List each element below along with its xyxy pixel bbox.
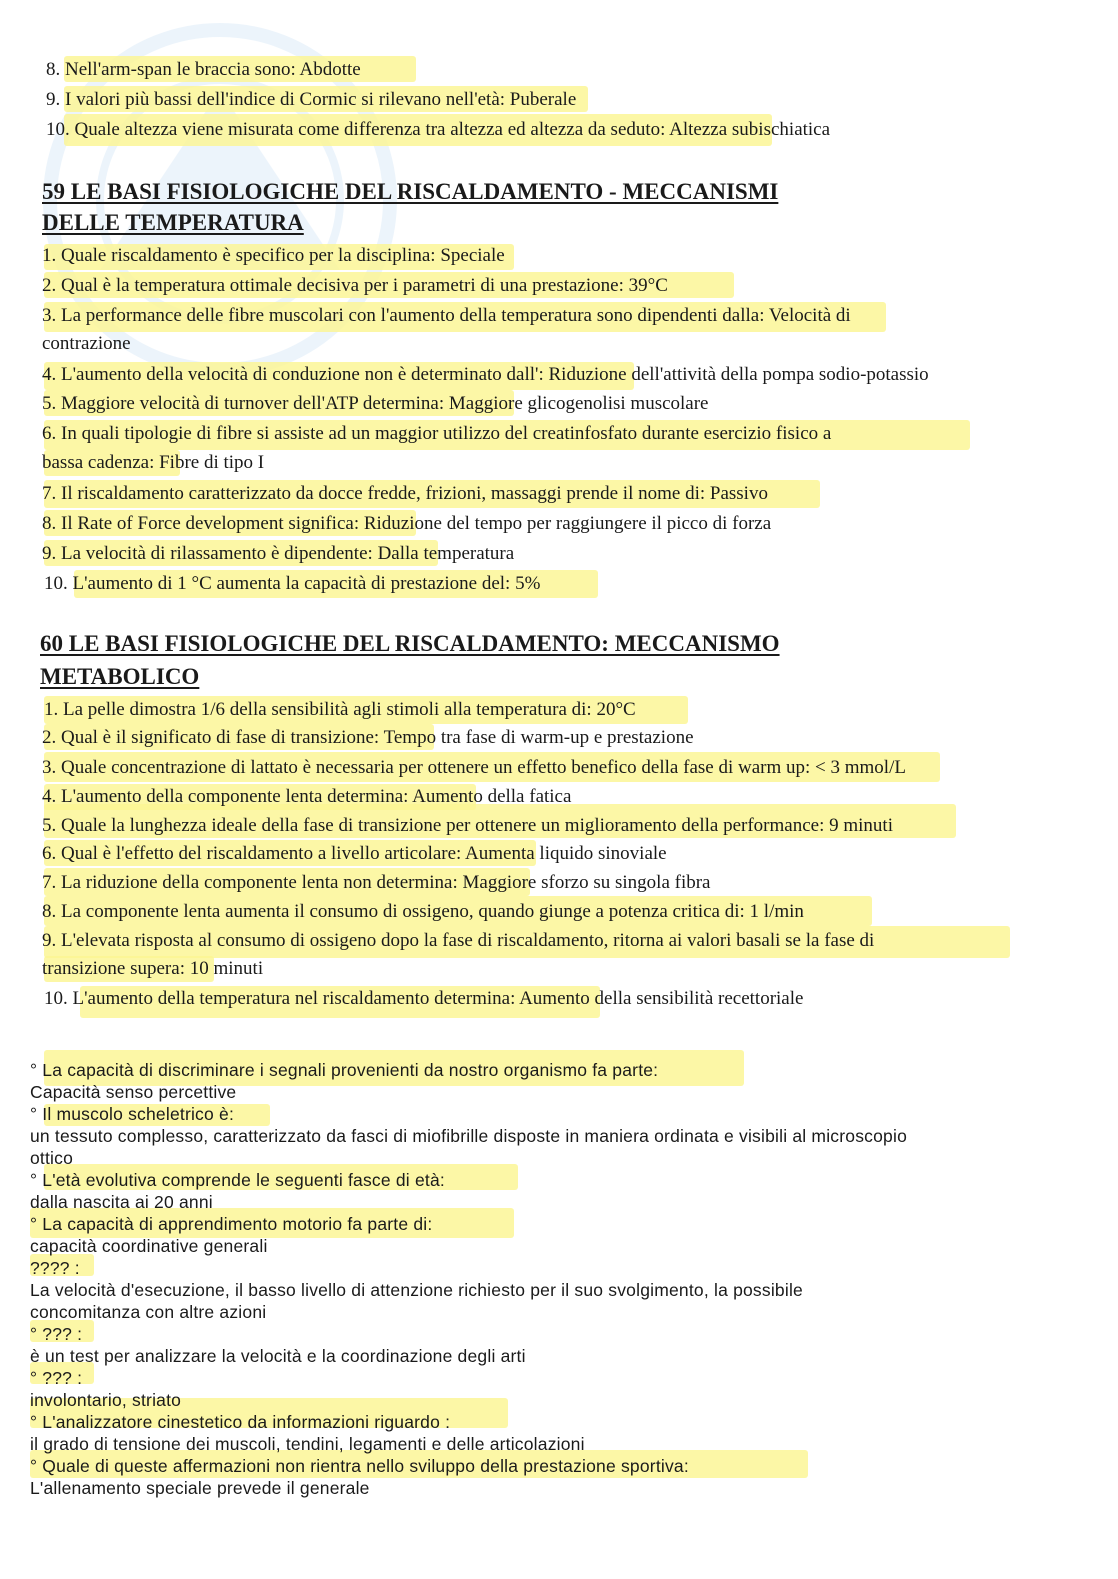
list-item: contrazione [42,333,131,354]
list-item: 1. La pelle dimostra 1/6 della sensibilità agli stimoli alla temperatura di: 20°C [44,699,636,720]
list-item: 4. L'aumento della velocità di conduzione non è determinato dall': Riduzione dell'attività della pompa sodio-potassio [42,364,929,385]
list-item: 5. Maggiore velocità di turnover dell'ATP determina: Maggiore glicogenolisi muscolare [42,393,709,414]
list-item: 10. Quale altezza viene misurata come differenza tra altezza ed altezza da seduto: Altezza subischiatica [46,119,831,140]
section-59-title-line1: 59 LE BASI FISIOLOGICHE DEL RISCALDAMENTO - MECCANISMI [42,179,779,204]
question-line: ° ??? : [30,1324,83,1344]
section-60-title-line1: 60 LE BASI FISIOLOGICHE DEL RISCALDAMENTO: MECCANISMO [40,631,780,656]
question-line: ° La capacità di discriminare i segnali provenienti da nostro organismo fa parte: [30,1060,659,1080]
answer-line: L'allenamento speciale prevede il generale [30,1478,370,1498]
question-line: ???? : [30,1258,80,1278]
section-60-title-line2: METABOLICO [40,664,200,689]
list-item: 7. Il riscaldamento caratterizzato da docce fredde, frizioni, massaggi prende il nome di: Passivo [42,483,768,504]
question-line: ° Il muscolo scheletrico è: [30,1104,235,1124]
list-item: 9. La velocità di rilassamento è dipendente: Dalla temperatura [42,543,515,564]
answer-line: è un test per analizzare la velocità e la coordinazione degli arti [30,1346,526,1366]
list-item: 9. I valori più bassi dell'indice di Cormic si rilevano nell'età: Puberale [46,89,577,110]
answer-line: involontario, striato [30,1390,182,1410]
answer-line: ottico [30,1148,74,1168]
list-item: 4. L'aumento della componente lenta determina: Aumento della fatica [42,786,572,807]
list-item: 2. Qual è il significato di fase di transizione: Tempo tra fase di warm-up e prestazione [42,727,694,748]
list-item: 8. Il Rate of Force development significa: Riduzione del tempo per raggiungere il picco di forza [42,513,772,534]
list-item: 8. Nell'arm-span le braccia sono: Abdotte [46,59,361,80]
answer-line: un tessuto complesso, caratterizzato da fasci di miofibrille disposte in maniera ordinata e visibili al microscopio [30,1126,907,1146]
list-item: 6. Qual è l'effetto del riscaldamento a livello articolare: Aumenta liquido sinoviale [42,843,667,864]
list-item: 2. Qual è la temperatura ottimale decisiva per i parametri di una prestazione: 39°C [42,275,668,296]
answer-line: il grado di tensione dei muscoli, tendini, legamenti e delle articolazioni [30,1434,585,1454]
list-item: bassa cadenza: Fibre di tipo I [42,452,265,473]
list-item: 10. L'aumento di 1 °C aumenta la capacità di prestazione del: 5% [44,573,541,594]
list-item: 10. L'aumento della temperatura nel riscaldamento determina: Aumento della sensibilità recettoriale [44,988,804,1009]
list-item: transizione supera: 10 minuti [42,958,264,979]
answer-line: Capacità senso percettive [30,1082,237,1102]
answer-line: La velocità d'esecuzione, il basso livello di attenzione richiesto per il suo svolgimento, la possibile [30,1280,803,1300]
list-item: 6. In quali tipologie di fibre si assiste ad un maggior utilizzo del creatinfosfato durante esercizio fisico a [42,423,832,444]
question-line: ° ??? : [30,1368,83,1388]
list-item: 5. Quale la lunghezza ideale della fase di transizione per ottenere un miglioramento della performance: 9 minuti [42,815,893,836]
list-item: 7. La riduzione della componente lenta non determina: Maggiore sforzo su singola fibra [42,872,711,893]
question-line: ° L'età evolutiva comprende le seguenti fasce di età: [30,1170,445,1190]
answer-line: dalla nascita ai 20 anni [30,1192,213,1212]
answer-line: capacità coordinative generali [30,1236,268,1256]
list-item: 9. L'elevata risposta al consumo di ossigeno dopo la fase di riscaldamento, ritorna ai valori basali se la fase di [42,930,875,951]
section-59-title-line2: DELLE TEMPERATURA [42,210,304,235]
question-line: ° Quale di queste affermazioni non rientra nello sviluppo della prestazione sportiva: [30,1456,689,1476]
question-line: ° La capacità di apprendimento motorio fa parte di: [30,1214,433,1234]
list-item: 1. Quale riscaldamento è specifico per la disciplina: Speciale [42,245,505,266]
question-line: ° L'analizzatore cinestetico da informazioni riguardo : [30,1412,451,1432]
answer-line: concomitanza con altre azioni [30,1302,267,1322]
list-item: 8. La componente lenta aumenta il consumo di ossigeno, quando giunge a potenza critica di: 1 l/min [42,901,804,922]
list-item: 3. La performance delle fibre muscolari con l'aumento della temperatura sono dipendenti dalla: Velocità di [42,305,851,326]
list-item: 3. Quale concentrazione di lattato è necessaria per ottenere un effetto benefico della fase di warm up: < 3 mmol/L [42,757,906,778]
